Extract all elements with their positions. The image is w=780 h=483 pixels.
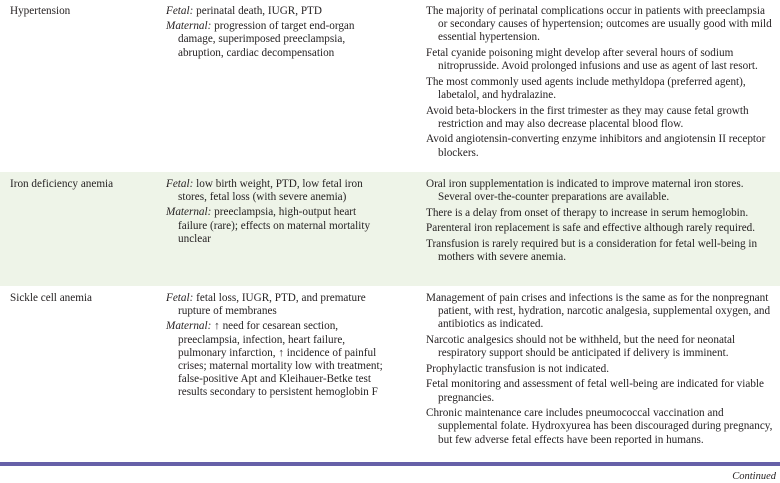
management-item: Chronic maintenance care includes pneumococcal vaccination and supplemental folate. Hydroxyurea has been discouraged during pregnancy, but few adverse fetal effects have been reported in humans. (426, 407, 773, 446)
fetal-complications (166, 292, 386, 318)
fetal-text: low birth weight, PTD, low fetal iron stores, fetal loss (with severe anemia) (178, 178, 363, 204)
management-cell (426, 178, 776, 267)
management-item: There is a delay from onset of therapy to increase in serum hemoglobin. (426, 206, 749, 219)
maternal-label: Maternal: (166, 206, 212, 219)
maternal-complications (166, 20, 386, 60)
management-item: Prophylactic transfusion is not indicated. (426, 362, 610, 375)
maternal-label: Maternal: (166, 320, 212, 333)
maternal-text: preeclampsia, high-output heart failure (rare); effects on maternal mortality unclear (178, 206, 371, 245)
maternal-complications (166, 320, 386, 399)
continued-label: Continued (732, 471, 776, 482)
condition-cell: Sickle cell anemia (10, 292, 93, 304)
condition-cell: Hypertension (10, 5, 71, 17)
maternal-label: Maternal: (166, 20, 212, 33)
table-row-hypertension (0, 0, 780, 172)
management-cell (426, 292, 776, 449)
management-item: Narcotic analgesics should not be withheld, but the need for neonatal respiratory support should be anticipated if delivery is imminent. (426, 334, 736, 360)
complications-cell (166, 292, 386, 402)
maternal-text: progression of target end-organ damage, superimposed preeclampsia, abruption, cardiac decompensation (178, 20, 355, 59)
fetal-label: Fetal: (166, 178, 194, 190)
fetal-label: Fetal: (166, 5, 194, 17)
fetal-text: perinatal death, IUGR, PTD (193, 5, 322, 17)
management-item: Management of pain crises and infections is the same as for the nonpregnant patient, with rest, hydration, narcotic analgesia, supplemental oxygen, and antibiotics as indicated. (426, 292, 771, 331)
management-item: Oral iron supplementation is indicated to improve maternal iron stores. Several over-the-counter preparations are available. (426, 178, 744, 204)
maternal-text: ↑ need for cesarean section, preeclampsia, infection, heart failure, pulmonary infarction, ↑ incidence of painful crises; maternal mortality low with treatment; false-positive Apt and Kleihauer-Betke test results secondary to persistent hemoglobin F (178, 320, 383, 399)
fetal-complications (166, 5, 386, 18)
management-item: Avoid angiotensin-converting enzyme inhibitors and angiotensin II receptor blockers. (426, 133, 766, 159)
management-item: Avoid beta-blockers in the first trimester as they may cause fetal growth restriction and may also decrease placental blood flow. (426, 104, 749, 130)
table-bottom-rule (0, 462, 780, 466)
maternal-complications (166, 206, 386, 246)
management-cell (426, 5, 776, 162)
condition-cell: Iron deficiency anemia (10, 178, 114, 190)
fetal-text: fetal loss, IUGR, PTD, and premature rupture of membranes (178, 292, 366, 318)
management-item: Transfusion is rarely required but is a consideration for fetal well-being in mothers with severe anemia. (426, 237, 758, 264)
management-item: Fetal cyanide poisoning might develop after several hours of sodium nitroprusside. Avoid prolonged infusions and use as agent of last resort. (426, 47, 758, 73)
table-row-sickle-cell-anemia (0, 286, 780, 462)
management-item: Parenteral iron replacement is safe and effective although rarely required. (426, 222, 756, 235)
fetal-label: Fetal: (166, 292, 194, 304)
management-item: Fetal monitoring and assessment of fetal well-being are indicated for viable pregnancies. (426, 378, 765, 404)
table-row-iron-deficiency-anemia (0, 172, 780, 286)
fetal-complications (166, 178, 386, 204)
complications-cell (166, 178, 386, 248)
management-item: The majority of perinatal complications occur in patients with preeclampsia or secondary causes of hypertension; outcomes are usually good with mild essential hypertension. (426, 5, 772, 44)
complications-cell (166, 5, 386, 62)
management-item: The most commonly used agents include methyldopa (preferred agent), labetalol, and hydralazine. (426, 75, 746, 101)
